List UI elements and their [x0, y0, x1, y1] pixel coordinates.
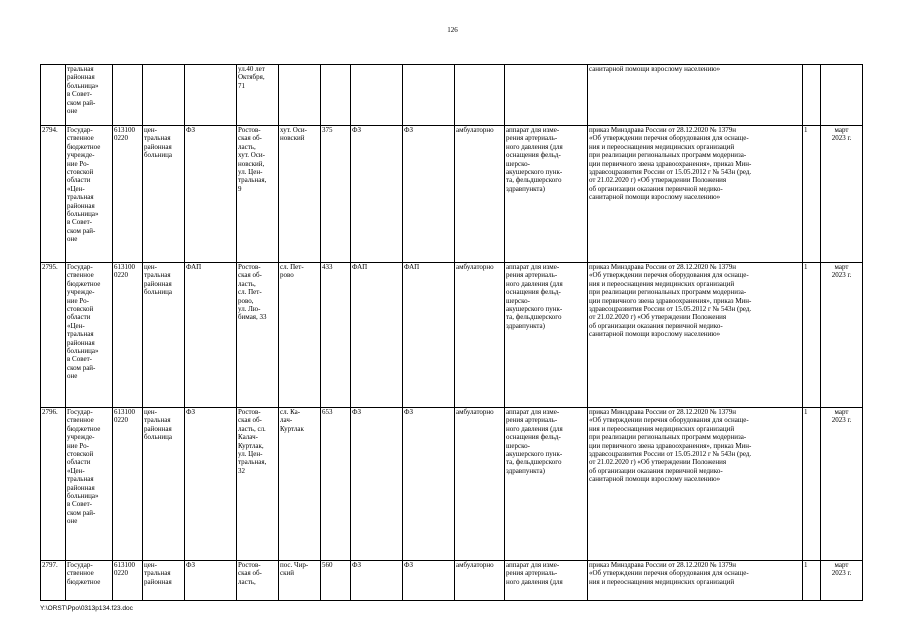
table-row [41, 408, 863, 561]
quantity-cell [803, 65, 821, 126]
organization-cell: Государ- ственное бюджетное учрежде- ние Ро- стовской области «Цен- тральная районная больница» в Совет- ском рай- оне [66, 126, 113, 263]
row-number-cell: 2795. [41, 263, 66, 408]
quantity-cell: 1 [803, 126, 821, 263]
date-cell: март 2023 г. [821, 561, 863, 601]
address-cell: ул.40 лет Октября, 71 [237, 65, 279, 126]
quantity-cell: 1 [803, 408, 821, 561]
equipment-cell: аппарат для изме- рения артериаль- ного давления (для оснащения фельд- шерско- акушерского пунк- та, фельдшерского здравпункта) [505, 408, 588, 561]
unit-kind-2-cell: ФЗ [403, 126, 455, 263]
organization-cell: Государ- ственное бюджетное [66, 561, 113, 601]
org-type-cell: цен- тральная районная больница [143, 408, 185, 561]
care-type-cell: амбулаторно [455, 263, 505, 408]
equipment-cell [505, 65, 588, 126]
table-row [41, 263, 863, 408]
page-number: 126 [447, 26, 458, 34]
unit-kind-cell: ФЗ [351, 126, 403, 263]
unit-kind-cell: ФЗ [351, 408, 403, 561]
table-body [41, 65, 863, 601]
unit-kind-cell [351, 65, 403, 126]
legal-basis-cell: приказ Минздрава России от 28.12.2020 № 1379н «Об утверждении перечня оборудования для оснаще- ния и переоснащения медицинских организаций [588, 561, 803, 601]
population-cell [321, 65, 351, 126]
table-row [41, 561, 863, 601]
date-cell: март 2023 г. [821, 408, 863, 561]
org-type-cell [143, 65, 185, 126]
unit-kind-2-cell [403, 65, 455, 126]
equipment-cell: аппарат для изме- рения артериаль- ного давления (для оснащения фельд- шерско- акушерского пунк- та, фельдшерского здравпункта) [505, 263, 588, 408]
equipment-table [40, 64, 863, 601]
locality-cell: хут. Оси- новский [279, 126, 321, 263]
row-number-cell: 2796. [41, 408, 66, 561]
address-cell: Ростов- ская об- ласть, хут. Оси- новский, ул. Цен- тральная, 9 [237, 126, 279, 263]
locality-cell: пос. Чир- ский [279, 561, 321, 601]
date-cell: март 2023 г. [821, 126, 863, 263]
population-cell: 653 [321, 408, 351, 561]
row-number-cell: 2797. [41, 561, 66, 601]
care-type-cell: амбулаторно [455, 126, 505, 263]
org-code-cell: 613100 0220 [113, 126, 143, 263]
unit-type-cell: ФАП [185, 263, 237, 408]
legal-basis-cell: приказ Минздрава России от 28.12.2020 № 1379н «Об утверждении перечня оборудования для оснаще- ния и переоснащения медицинских организаций при реализации региональных программ модерниза- ции первичного звена здравоохранения», приказ Мин- здравсоцразвития России от 15.05.2012 г № 543н (ред. от 21.02.2020 г) «Об утверждении Положения об организации оказания первичной медико- санитарной помощи взрослому населению» [588, 263, 803, 408]
organization-cell: Государ- ственное бюджетное учрежде- ние Ро- стовской области «Цен- тральная районная больница» в Совет- ском рай- оне [66, 408, 113, 561]
address-cell: Ростов- ская об- ласть, сл. Пет- рово, ул. Лю- бимая, 33 [237, 263, 279, 408]
quantity-cell: 1 [803, 263, 821, 408]
equipment-cell: аппарат для изме- рения артериаль- ного давления (для [505, 561, 588, 601]
footer-file-path: Y:\ORST\Ppo\0313p134.f23.doc [40, 605, 133, 612]
locality-cell: сл. Ка- лач- Куртлак [279, 408, 321, 561]
locality-cell [279, 65, 321, 126]
organization-cell: Государ- ственное бюджетное учрежде- ние Ро- стовской области «Цен- тральная районная больница» в Совет- ском рай- оне [66, 263, 113, 408]
unit-type-cell: ФЗ [185, 561, 237, 601]
address-cell: Ростов- ская об- ласть, [237, 561, 279, 601]
care-type-cell: амбулаторно [455, 561, 505, 601]
org-code-cell: 613100 0220 [113, 408, 143, 561]
unit-kind-2-cell: ФЗ [403, 408, 455, 561]
legal-basis-cell: приказ Минздрава России от 28.12.2020 № 1379н «Об утверждении перечня оборудования для оснаще- ния и переоснащения медицинских организаций при реализации региональных программ модерниза- ции первичного звена здравоохранения», приказ Мин- здравсоцразвития России от 15.05.2012 г № 543н (ред. от 21.02.2020 г) «Об утверждении Положения об организации оказания первичной медико- санитарной помощи взрослому населению» [588, 126, 803, 263]
equipment-cell: аппарат для изме- рения артериаль- ного давления (для оснащения фельд- шерско- акушерского пунк- та, фельдшерского здравпункта) [505, 126, 588, 263]
unit-type-cell [185, 65, 237, 126]
population-cell: 560 [321, 561, 351, 601]
table-row [41, 126, 863, 263]
population-cell: 375 [321, 126, 351, 263]
org-type-cell: цен- тральная районная больница [143, 126, 185, 263]
date-cell: март 2023 г. [821, 263, 863, 408]
unit-kind-cell: ФАП [351, 263, 403, 408]
org-code-cell: 613100 0220 [113, 561, 143, 601]
unit-kind-2-cell: ФЗ [403, 561, 455, 601]
organization-cell: тральная районная больница» в Совет- ском рай- оне [66, 65, 113, 126]
population-cell: 433 [321, 263, 351, 408]
org-type-cell: цен- тральная районная больница [143, 263, 185, 408]
unit-kind-cell: ФЗ [351, 561, 403, 601]
unit-type-cell: ФЗ [185, 408, 237, 561]
org-code-cell: 613100 0220 [113, 263, 143, 408]
org-code-cell [113, 65, 143, 126]
unit-kind-2-cell: ФАП [403, 263, 455, 408]
row-number-cell [41, 65, 66, 126]
address-cell: Ростов- ская об- ласть, сл. Калач- Куртлак, ул. Цен- тральная, 32 [237, 408, 279, 561]
row-number-cell: 2794. [41, 126, 66, 263]
quantity-cell: 1 [803, 561, 821, 601]
care-type-cell: амбулаторно [455, 408, 505, 561]
legal-basis-cell: приказ Минздрава России от 28.12.2020 № 1379н «Об утверждении перечня оборудования для оснаще- ния и переоснащения медицинских организаций при реализации региональных программ модерниза- ции первичного звена здравоохранения», приказ Мин- здравсоцразвития России от 15.05.2012 г № 543н (ред. от 21.02.2020 г) «Об утверждении Положения об организации оказания первичной медико- санитарной помощи взрослому населению» [588, 408, 803, 561]
table-row [41, 65, 863, 126]
org-type-cell: цен- тральная районная [143, 561, 185, 601]
unit-type-cell: ФЗ [185, 126, 237, 263]
locality-cell: сл. Пет- рово [279, 263, 321, 408]
care-type-cell [455, 65, 505, 126]
date-cell [821, 65, 863, 126]
legal-basis-cell: санитарной помощи взрослому населению» [588, 65, 803, 126]
